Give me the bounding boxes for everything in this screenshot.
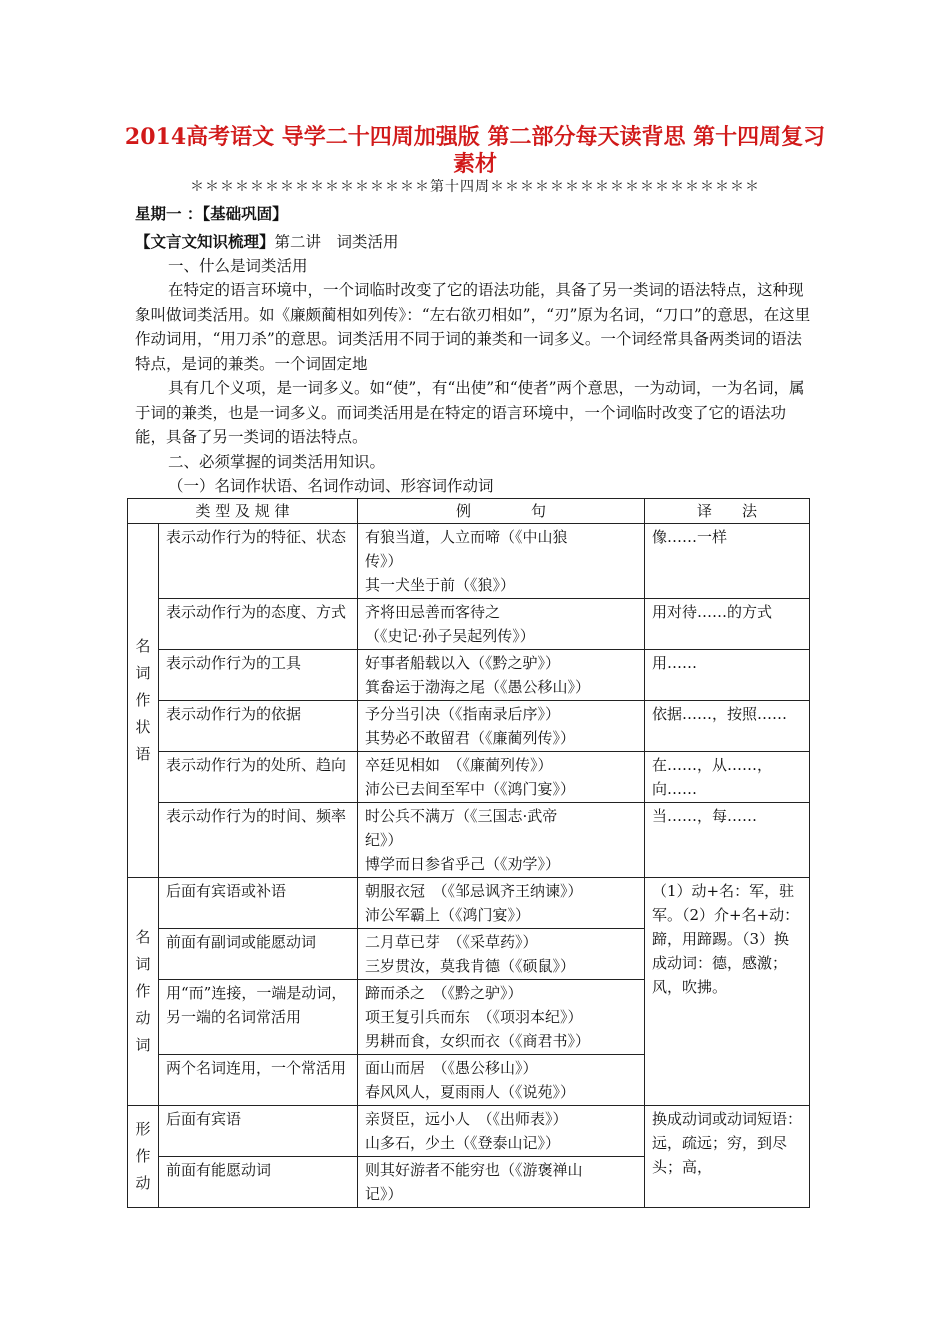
example-line: 其一犬坐于前（《狼》） [365, 576, 516, 594]
rule-cell: 两个名词连用，一个常活用 [159, 1055, 358, 1106]
example-line: 博学而日参省乎己（《劝学》） [365, 855, 561, 873]
category-char: 词 [135, 955, 151, 973]
example-line: 箕畚运于渤海之尾（《愚公移山》） [365, 678, 591, 696]
category-noun-adverbial [128, 524, 159, 878]
example-cell [358, 1055, 645, 1106]
example-line: 面山而居 （《愚公移山》） [365, 1059, 538, 1077]
translation-cell: （1）动+名：军，驻军。（2）介+名+动：蹄，用蹄踢。（3）换成动词：德，感激；风，吹拂。 [645, 878, 810, 1106]
example-line: 予分当引决（《指南录后序》） [365, 705, 561, 723]
category-char: 动 [135, 1009, 151, 1027]
example-line: （《史记·孙子吴起列传》） [365, 627, 535, 645]
category-noun-verb [128, 878, 159, 1106]
category-char: 词 [135, 1036, 151, 1054]
example-line: 蹄而杀之 （《黔之驴》） [365, 984, 523, 1002]
heading-must-master: 二、必须掌握的词类活用知识。 [168, 453, 386, 471]
word-class-table [127, 498, 810, 1208]
category-char: 形 [135, 1120, 151, 1138]
rule-cell: 用“而”连接，一端是动词，另一端的名词常活用 [159, 980, 358, 1055]
section-heading [135, 230, 815, 255]
example-line: 传》） [365, 552, 403, 570]
translation-cell: 换成动词或动词短语：远，疏远；穷，到尽头；高， [645, 1106, 810, 1208]
paragraph-definition: 在特定的语言环境中，一个词临时改变了它的语法功能，具备了另一类词的语法特点，这种现象叫做词类活用。如《廉颇蔺相如列传》：“左右欲刃相如”，“刃”原为名词，“刀口”的意思，在这里作动词用，“用刀杀”的意思。词类活用不同于词的兼类和一词多义。一个词经常具备两类词的语法特点，是词的兼类。一个词固定地 [135, 281, 811, 373]
rule-cell: 后面有宾语或补语 [159, 878, 358, 929]
rule-cell: 表示动作行为的工具 [159, 650, 358, 701]
table-row [128, 803, 810, 878]
rule-cell: 表示动作行为的态度、方式 [159, 599, 358, 650]
rule-cell: 前面有能愿动词 [159, 1157, 358, 1208]
category-char: 作 [135, 982, 151, 1000]
header-type: 类 型 及 规 律 [128, 499, 358, 524]
example-cell [358, 650, 645, 701]
example-cell [358, 752, 645, 803]
translation-cell: 当……，每…… [645, 803, 810, 878]
example-cell [358, 929, 645, 980]
paragraph-distinction: 具有几个义项，是一词多义。如“使”，有“出使”和“使者”两个意思，一为动词，一为名词，属于词的兼类，也是一词多义。而词类活用是在特定的语言环境中，一个词临时改变了它的语法功能，具备了另一类词的语法特点。 [135, 379, 805, 446]
translation-cell: 在……，从……，向…… [645, 752, 810, 803]
example-line: 则其好游者不能穷也（《游褒禅山 [365, 1161, 583, 1179]
header-example: 例 句 [358, 499, 645, 524]
table-row [128, 1106, 810, 1157]
rule-cell: 表示动作行为的依据 [159, 701, 358, 752]
category-char: 作 [135, 1147, 151, 1165]
translation-cell: 像……一样 [645, 524, 810, 599]
example-line: 卒廷见相如 （《廉蔺列传》） [365, 756, 553, 774]
example-line: 二月草已芽 （《采草药》） [365, 933, 538, 951]
heading-what-is: 一、什么是词类活用 [168, 257, 308, 275]
category-char: 名 [135, 637, 151, 655]
rule-cell: 后面有宾语 [159, 1106, 358, 1157]
example-line: 其势必不敢留君（《廉蔺列传》） [365, 729, 576, 747]
example-line: 朝服衣冠 （《邹忌讽齐王纳谏》） [365, 882, 583, 900]
table-header-row [128, 499, 810, 524]
example-line: 有狼当道，人立而啼（《中山狼 [365, 528, 568, 546]
example-line: 纪》） [365, 831, 403, 849]
example-line: 三岁贯汝，莫我肯德（《硕鼠》） [365, 957, 576, 975]
translation-cell: 用对待……的方式 [645, 599, 810, 650]
category-char: 名 [135, 928, 151, 946]
table-row [128, 701, 810, 752]
section-heading-bold: 【文言文知识梳理】 [135, 232, 275, 251]
table-row [128, 878, 810, 929]
category-adjective-verb [128, 1106, 159, 1208]
example-cell [358, 803, 645, 878]
example-cell [358, 878, 645, 929]
example-cell [358, 1106, 645, 1157]
example-line: 项王复引兵而东 （《项羽本纪》） [365, 1008, 583, 1026]
example-line: 男耕而食，女织而衣（《商君书》） [365, 1032, 591, 1050]
example-cell [358, 1157, 645, 1208]
document-title: 2014高考语文 导学二十四周加强版 第二部分每天读背思 第十四周复习素材 [124, 124, 826, 177]
translation-cell: 依据……，按照…… [645, 701, 810, 752]
translation-cell: 用…… [645, 650, 810, 701]
example-line: 沛公军霸上（《鸿门宴》） [365, 906, 531, 924]
category-char: 动 [135, 1174, 151, 1192]
day-heading: 星期一 ：【基础巩固】 [135, 204, 288, 223]
heading-table-topic: （一）名词作状语、名词作动词、形容词作动词 [168, 477, 494, 495]
example-line: 好事者船载以入（《黔之驴》） [365, 654, 561, 672]
example-line: 沛公已去间至军中（《鸿门宴》） [365, 780, 576, 798]
example-line: 时公兵不满万（《三国志·武帝 [365, 807, 558, 825]
header-translation: 译 法 [645, 499, 810, 524]
table-row [128, 752, 810, 803]
rule-cell: 表示动作行为的处所、趋向 [159, 752, 358, 803]
example-line: 山多石，少土（《登泰山记》） [365, 1134, 561, 1152]
rule-cell: 表示动作行为的特征、状态 [159, 524, 358, 599]
category-char: 状 [135, 718, 151, 736]
example-line: 记》） [365, 1185, 403, 1203]
example-cell [358, 701, 645, 752]
table-row [128, 599, 810, 650]
example-line: 亲贤臣，远小人 （《出师表》） [365, 1110, 568, 1128]
rule-cell: 前面有副词或能愿动词 [159, 929, 358, 980]
example-cell [358, 599, 645, 650]
category-char: 作 [135, 691, 151, 709]
section-heading-topic: 第二讲 词类活用 [274, 233, 399, 251]
rule-cell: 表示动作行为的时间、频率 [159, 803, 358, 878]
example-line: 春风风人，夏雨雨人（《说苑》） [365, 1083, 576, 1101]
table-row [128, 524, 810, 599]
table-row [128, 650, 810, 701]
example-cell [358, 524, 645, 599]
category-char: 语 [135, 745, 151, 763]
example-cell [358, 980, 645, 1055]
category-char: 词 [135, 664, 151, 682]
example-line: 齐将田忌善而客待之 [365, 603, 501, 621]
week-divider: ＊＊＊＊＊＊＊＊＊＊＊＊＊＊＊＊第十四周＊＊＊＊＊＊＊＊＊＊＊＊＊＊＊＊＊＊ [190, 179, 760, 195]
